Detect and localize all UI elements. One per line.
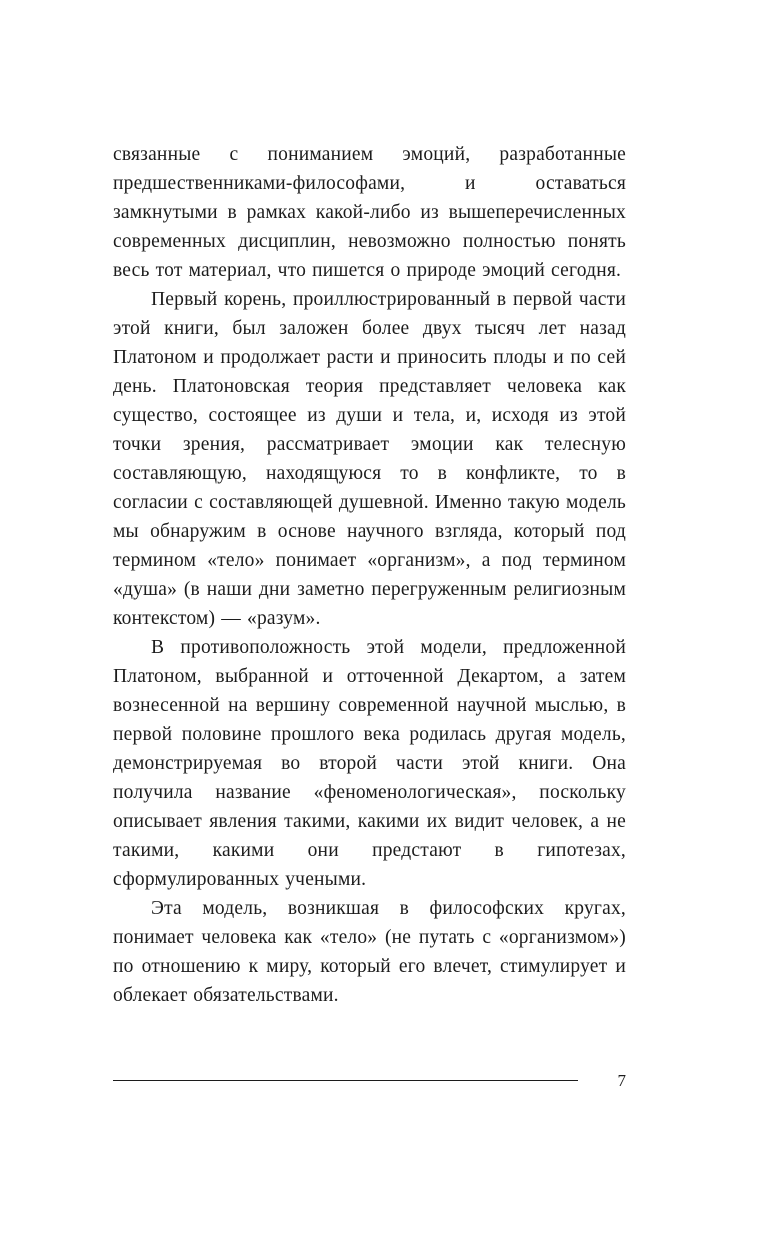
paragraph: связанные с пониманием эмоций, разработанные предшественниками-философами, и оставаться замкнутыми в рамках какой-либо из вышеперечисленных современных дисциплин, невозможно полностью понять весь тот материал, что пишется о природе эмоций сегодня.	[113, 144, 626, 281]
page-number: 7	[617, 1071, 626, 1090]
paragraph: Первый корень, проиллюстрированный в первой части этой книги, был заложен более двух тысяч лет назад Платоном и продолжает расти и приносить плоды и по сей день. Платоновская теория представляет человека как существо, состоящее из души и тела, и, исходя из этой точки зрения, рассматривает эмоции как телесную составляющую, находящуюся то в конфликте, то в согласии с составляющей душевной. Именно такую модель мы обнаружим в основе научного взгляда, который под термином «тело» понимает «организм», а под термином «душа» (в наши дни заметно перегруженным религиозным контекстом) — «разум».	[113, 289, 626, 629]
paragraph: Эта модель, возникшая в философских кругах, понимает человека как «тело» (не путать с «организмом») по отношению к миру, который его влечет, стимулирует и облекает обязательствами.	[113, 898, 626, 1006]
footer-rule	[113, 1080, 578, 1081]
paragraph: В противоположность этой модели, предложенной Платоном, выбранной и отточенной Декартом, а затем вознесенной на вершину современной научной мыслью, в первой половине прошлого века родилась другая модель, демонстрируемая во второй части этой книги. Она получила название «феноменологическая», поскольку описывает явления такими, какими их видит человек, а не такими, какими они предстают в гипотезах, сформулированных учеными.	[113, 637, 626, 890]
page-footer	[113, 1072, 626, 1089]
page-text	[113, 140, 626, 1010]
